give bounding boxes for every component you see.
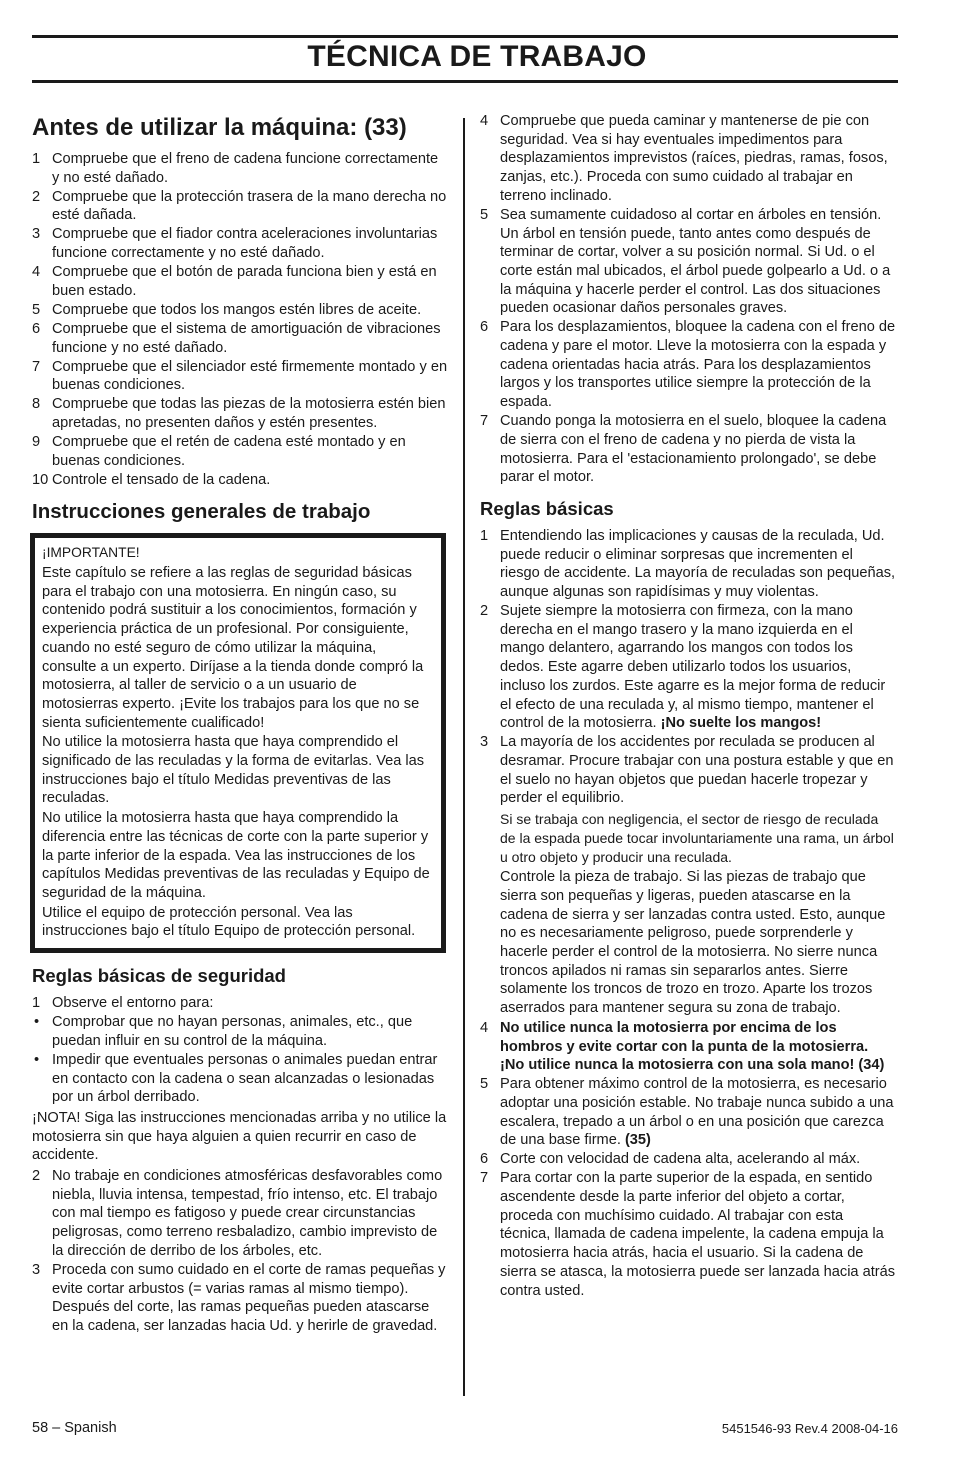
safety-list-continued: [480, 112, 896, 487]
list-item: [480, 112, 896, 206]
list-item: [32, 320, 448, 357]
heading-basic-rules: Reglas básicas: [480, 497, 614, 519]
footer-document-code: 5451546-93 Rev.4 2008-04-16: [721, 1421, 898, 1436]
list-item: [480, 1150, 896, 1169]
item-number: 7: [480, 413, 489, 430]
bullet-text: Comprobar que no hayan personas, animales, etc., que puedan influir en su control de la máquina.: [52, 1014, 413, 1049]
item-number: 10: [32, 471, 49, 488]
list-item: [480, 206, 896, 318]
important-paragraph: No utilice la motosierra hasta que haya comprendido el significado de las reculadas y la forma de evitarlas. Vea las instrucciones bajo el título Medidas preventivas de las reculadas.: [42, 734, 425, 807]
item-number: 7: [32, 358, 41, 375]
item-number: 4: [32, 264, 41, 281]
list-item: [480, 1019, 896, 1075]
item-number: 1: [32, 151, 41, 167]
item-number: 1: [480, 527, 489, 544]
item-text: Proceda con sumo cuidado en el corte de ramas pequeñas y evite cortar arbustos (= varias ramas al mismo tiempo). Después del corte, las ramas pequeñas pueden atascarse en la cadena, ser lanzadas hacia Ud. y herirle de gravedad.: [52, 1261, 446, 1334]
bullet-icon: •: [34, 1051, 40, 1068]
list-item: [32, 994, 448, 1013]
item-number: 5: [480, 1076, 489, 1093]
item-text: Compruebe que el sistema de amortiguación de vibraciones funcione y no esté dañado.: [52, 320, 441, 356]
important-paragraph: Este capítulo se refiere a las reglas de seguridad básicas para el trabajo con una motosierra. En ningún caso, su contenido podrá sustituir a los conocimientos, formación y experiencia práctica de un profesional. Por consiguiente, cuando no esté seguro de cómo utilizar la máquina, consulte a un experto. Diríjase a la tienda donde compró la motosierra, al taller de servicio o a un usuario de motosierras experto. ¡Evite los trabajos para los que no se sienta suficientemente cualificado!: [42, 565, 424, 731]
left-column: [32, 108, 448, 1336]
list-item: [32, 225, 448, 262]
item-text: Para los desplazamientos, bloquee la cadena con el freno de cadena y pare el motor. Lleve la motosierra con la espada y cadena orientadas hacia atrás. Para los desplazamientos largos y los transportes utilice siempre la protección de la espada.: [500, 319, 896, 411]
item-text: Cuando ponga la motosierra en el suelo, bloquee la cadena de sierra con el freno de cadena y no pierda de vista la motosierra. Para el 'estacionamiento prolongado', se debe parar el motor.: [500, 413, 887, 486]
item-text: Entendiendo las implicaciones y causas de la reculada, Ud. puede reducir o eliminar sorpresas que incrementen el riesgo de accidente. La mayoría de reculadas son pequeñas, aunque algunas son rapidísimas y muy violentas.: [500, 527, 896, 601]
item-number: 4: [480, 113, 489, 129]
list-item: [32, 471, 448, 490]
list-item: [32, 150, 448, 187]
item-text: Sujete siempre la motosierra con firmeza, con la mano derecha en el mango trasero y la mano izquierda en el mango delantero, agarrando los mangos con todos los dedos. Este agarre deben utilizarlo todos los usuarios, incluso los zurdos. Este agarre es la mejor forma de reducir el efecto de una reculada y, al mismo tiempo, mantener el control de la motosierra.: [500, 603, 886, 732]
item-number: 4: [480, 1019, 489, 1036]
list-item: [32, 188, 448, 225]
item-number: 2: [32, 1168, 41, 1185]
title-underline: [32, 80, 898, 83]
item-text: No trabaje en condiciones atmosféricas desfavorables como niebla, lluvia intensa, tempestad, frío intenso, etc. El trabajo con mal tiempo es fatigoso y puede crear circunstancias peligrosas, como terreno resbaladizo, cambio imprevisto de la dirección de derribo de los árboles, etc.: [52, 1168, 443, 1259]
important-paragraph: No utilice la motosierra hasta que haya comprendido la diferencia entre las técnicas de corte con la parte superior y la parte inferior de la espada. Vea las instrucciones de los capítulos Medidas preventivas de las reculadas y Equipo de seguridad de la máquina.: [42, 810, 430, 901]
heading-general-instructions: Instrucciones generales de trabajo: [32, 500, 371, 524]
important-box: [30, 533, 446, 953]
item-text: Compruebe que el botón de parada funciona bien y está en buen estado.: [52, 264, 437, 299]
heading-before-use: Antes de utilizar la máquina: (33): [32, 114, 407, 141]
page-title: TÉCNICA DE TRABAJO: [307, 40, 647, 73]
list-item: [480, 318, 896, 412]
before-use-list: [32, 150, 448, 489]
item-text: Compruebe que todas las piezas de la motosierra estén bien apretadas, no presenten daños y estén presentes.: [52, 396, 446, 431]
item-text: Corte con velocidad de cadena alta, acelerando al máx.: [500, 1151, 861, 1168]
top-rule: [32, 35, 898, 38]
list-item: [32, 263, 448, 300]
heading-safety-rules: Reglas básicas de seguridad: [32, 965, 286, 987]
list-item: [32, 358, 448, 395]
item-number: 2: [32, 188, 41, 205]
item-text: La mayoría de los accidentes por reculada se producen al desramar. Procure trabajar con una postura estable y que en el suelo no hayan objetos que puedan hacerle tropezar y perder el equilibrio.: [500, 734, 894, 807]
item-number: 8: [32, 396, 41, 413]
item-number: 6: [32, 320, 41, 337]
item-number: 5: [480, 206, 489, 223]
item-text: Observe el entorno para:: [52, 995, 214, 1012]
list-item: [480, 1169, 896, 1300]
list-item: [480, 1075, 896, 1150]
item-text: Sea sumamente cuidadoso al cortar en árboles en tensión. Un árbol en tensión puede, tanto antes como después de terminar de cortar, volver a su posición normal. Si Ud. o el corte están mal ubicados, el árbol puede golpearlo a Ud. o a la máquina y hacerle perder el control. Las dos situaciones pueden ocasionar daños personales graves.: [500, 206, 891, 317]
bullet-icon: •: [34, 1014, 40, 1031]
note-text: ¡NOTA! Siga las instrucciones mencionadas arriba y no utilice la motosierra sin que haya alguien a quien recurrir en caso de accidente.: [32, 1109, 447, 1164]
item-text: Compruebe que la protección trasera de la mano derecha no esté dañada.: [52, 188, 447, 224]
item-number: 3: [32, 226, 41, 243]
item-text: Para cortar con la parte superior de la espada, en sentido ascendente desde la parte inferior del objeto a cortar, proceda con muchísimo cuidado. Al trabajar con esta técnica, llamada de cadena impelente, la cadena empuja la motosierra hacia atrás, hacia el usuario. Si la cadena de sierra se atasca, la motosierra puede ser lanzada hacia atrás contra usted.: [500, 1170, 896, 1299]
item-number: 6: [480, 319, 489, 336]
item-text-bold: No utilice nunca la motosierra por encima de los hombros y evite cortar con la punta de la motosierra. ¡No utilice nunca la motosierra con una sola mano! (34): [500, 1019, 885, 1074]
footer-page-number: 58 – Spanish: [32, 1420, 117, 1436]
item-text: Compruebe que el freno de cadena funcione correctamente y no esté dañado.: [52, 151, 439, 186]
item-number: 9: [32, 433, 41, 450]
bullet-text: Impedir que eventuales personas o animales puedan entrar en contacto con la cadena o sean alcanzadas o lesionadas por un árbol derribado.: [52, 1051, 438, 1106]
safety-list-more: [32, 1167, 448, 1336]
item-number: 7: [480, 1170, 489, 1187]
bullet-item: [32, 1013, 448, 1050]
list-item: [32, 301, 448, 320]
list-item: [32, 1261, 448, 1336]
right-column: [480, 112, 896, 1301]
safety-bullets: [32, 1013, 448, 1107]
sub-paragraph: Controle la pieza de trabajo. Si las piezas de trabajo que sierra son pequeñas y ligeras, pueden atascarse en la cadena de sierra y ser lanzadas contra usted. Esto, aunque no es necesariamente peligroso, puede sorprenderle y hacerle perder el control de la motosierra. No sierre nunca troncos apilados ni ramas sin separarlos antes. Sierre solamente los troncos de trozo en trozo. Aparte los trozos aserrados para mantener segura su zona de trabajo.: [500, 869, 886, 1017]
item-number: 3: [32, 1261, 41, 1278]
list-item: [480, 527, 896, 602]
list-item: [480, 412, 896, 487]
list-item: [480, 602, 896, 733]
column-divider: [463, 118, 465, 1396]
item-number: 2: [480, 603, 489, 620]
item-number: 6: [480, 1151, 489, 1168]
list-item: [480, 733, 896, 808]
item-text: Compruebe que el retén de cadena esté montado y en buenas condiciones.: [52, 433, 406, 469]
list-item: [32, 1167, 448, 1261]
item-number: 1: [32, 995, 41, 1012]
item-text: Controle el tensado de la cadena.: [52, 471, 271, 488]
list-item: [32, 395, 448, 432]
item-text: Compruebe que todos los mangos estén libres de aceite.: [52, 301, 422, 318]
important-paragraph: Utilice el equipo de protección personal. Vea las instrucciones bajo el título Equipo de protección personal.: [42, 904, 416, 940]
bullet-item: [32, 1051, 448, 1107]
item-text: Compruebe que el fiador contra aceleraciones involuntarias funcione correctamente y no esté dañado.: [52, 226, 438, 262]
item-text: Para obtener máximo control de la motosierra, es necesario adoptar una posición estable. No trabaje nunca subido a una escalera, trepado a un árbol o en una posición que carezca de una base firme.: [500, 1076, 894, 1149]
item-number: 5: [32, 301, 41, 318]
important-label: ¡IMPORTANTE!: [42, 545, 140, 561]
list-item: [32, 433, 448, 470]
item-number: 3: [480, 734, 489, 751]
item-text-bold: ¡No suelte los mangos!: [660, 715, 822, 732]
item-text: Compruebe que el silenciador esté firmemente montado y en buenas condiciones.: [52, 358, 448, 394]
item-text-bold: (35): [624, 1132, 651, 1149]
sub-paragraph: Si se trabaja con negligencia, el sector de riesgo de reculada de la espada puede tocar involuntariamente una rama, un árbol u otro objeto y producir una reculada.: [500, 811, 894, 865]
item-text: Compruebe que pueda caminar y mantenerse de pie con seguridad. Vea si hay eventuales impedimentos para desplazamientos imprevistos (raíces, piedras, ramas, fosos, zanjas, etc.). Proceda con sumo cuidado al trabajar en terreno inclinado.: [500, 113, 888, 204]
